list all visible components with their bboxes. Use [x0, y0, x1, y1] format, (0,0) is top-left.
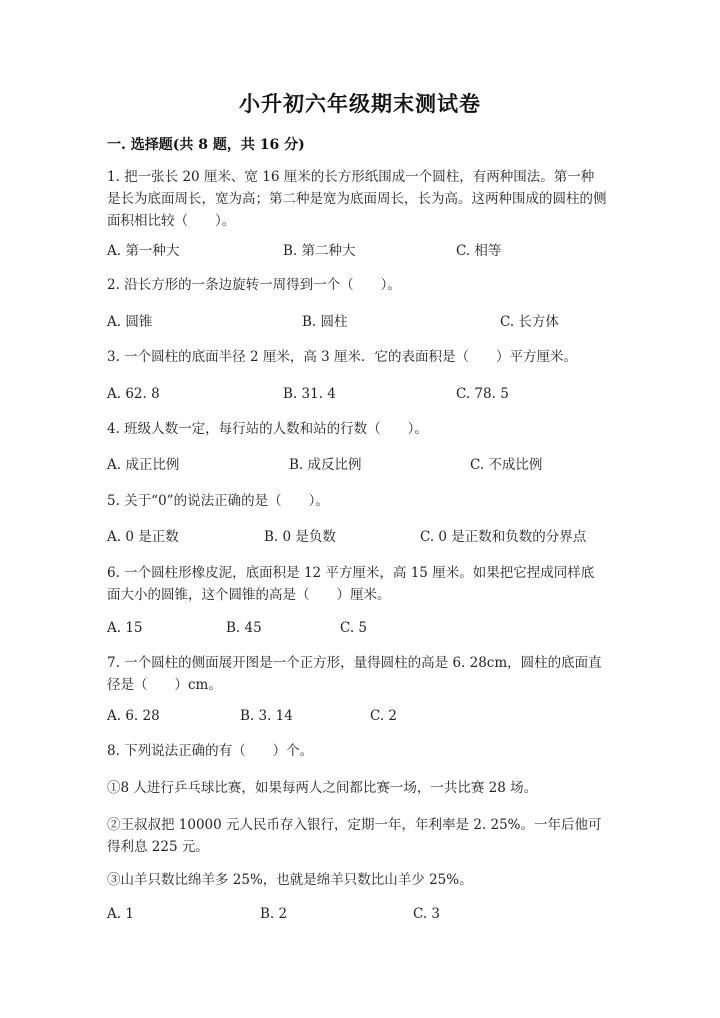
question-7-text: 7. 一个圆柱的侧面展开图是一个正方形，量得圆柱的高是 6. 28cm，圆柱的底面直径是（ ）cm。 [107, 655, 602, 693]
q3-option-b: B. 31. 4 [283, 386, 336, 402]
q8-option-c: C. 3 [413, 906, 441, 922]
question-4-text: 4. 班级人数一定，每行站的人数和站的行数（ ）。 [107, 421, 428, 437]
section-heading: 一. 选择题(共 8 题，共 16 分) [107, 137, 305, 153]
q8-statement-3: ③山羊只数比绵羊多 25%，也就是绵羊只数比山羊少 25%。 [107, 872, 473, 888]
q3-option-c: C. 78. 5 [456, 386, 509, 402]
question-3-text: 3. 一个圆柱的底面半径 2 厘米，高 3 厘米．它的表面积是（ ）平方厘米。 [107, 349, 578, 365]
q4-option-c: C. 不成比例 [470, 457, 543, 473]
q7-option-a: A. 6. 28 [107, 708, 160, 724]
q8-statement-1: ①8 人进行乒乓球比赛，如果每两人之间都比赛一场，一共比赛 28 场。 [107, 780, 538, 796]
q8-option-b: B. 2 [260, 906, 288, 922]
question-8-text: 8. 下列说法正确的有（ ）个。 [107, 743, 314, 759]
q5-option-a: A. 0 是正数 [107, 529, 179, 545]
q2-option-b: B. 圆柱 [302, 314, 348, 330]
q7-option-c: C. 2 [370, 708, 398, 724]
question-5-text: 5. 关于“0”的说法正确的是（ ）。 [107, 493, 329, 509]
q6-option-c: C. 5 [340, 620, 368, 636]
question-1-text: 1. 把一张长 20 厘米、宽 16 厘米的长方形纸围成一个圆柱，有两种围法。第一种是长为底面周长，宽为高；第二种是宽为底面周长，长为高。这两种围成的圆柱的侧面积相比较（ ）。 [107, 169, 607, 229]
q8-option-a: A. 1 [107, 906, 134, 922]
q1-option-a: A. 第一种大 [107, 243, 180, 259]
q5-option-b: B. 0 是负数 [264, 529, 336, 545]
q4-option-a: A. 成正比例 [107, 457, 180, 473]
q8-statement-2: ②王叔叔把 10000 元人民币存入银行，定期一年，年利率是 2. 25%。一年后他可得利息 225 元。 [107, 817, 602, 855]
q7-option-b: B. 3. 14 [240, 708, 293, 724]
page-title: 小升初六年级期末测试卷 [239, 91, 481, 116]
q2-option-a: A. 圆锥 [107, 314, 153, 330]
q2-option-c: C. 长方体 [500, 314, 559, 330]
question-6-text: 6. 一个圆柱形橡皮泥，底面积是 12 平方厘米，高 15 厘米。如果把它捏成同样底面大小的圆锥，这个圆锥的高是（ ）厘米。 [107, 565, 595, 603]
q6-option-a: A. 15 [107, 620, 143, 636]
q3-option-a: A. 62. 8 [107, 386, 160, 402]
q1-option-c: C. 相等 [456, 243, 502, 259]
q6-option-b: B. 45 [226, 620, 262, 636]
question-2-text: 2. 沿长方形的一条边旋转一周得到一个（ ）。 [107, 277, 401, 293]
q1-option-b: B. 第二种大 [283, 243, 356, 259]
q5-option-c: C. 0 是正数和负数的分界点 [420, 529, 587, 545]
q4-option-b: B. 成反比例 [289, 457, 362, 473]
